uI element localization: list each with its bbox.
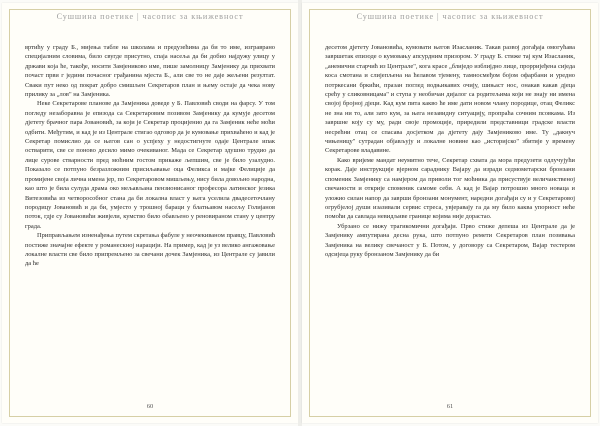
paragraph: вртићу у граду Б., мијења табле на школама и предузећима да би то име, изграврано специјалним словима, било свугде присутно, спаја насеља да би добио најдужу улицу у држави која ће, такође, носити Замјениково име, пише замолницу Замјенику да прихвати почаст први г једини почасног грађанина мјеста Б., али све то не даје жељени резултат. Сваки пут неко од пократ добро смишљен Секретаров план и њему остаје да чека нову прилику за „лов" на Замјеника. bbox=[25, 44, 275, 99]
page-body bbox=[325, 43, 575, 259]
running-head: Сушшина поетике | часопис за књижевност bbox=[56, 12, 244, 21]
right-page bbox=[302, 3, 598, 423]
paragraph: Неке Секретарове планове да Замјеника доведе у Б. Павловић своди на фарсу. У том погледу незаборавна је епизода са Секретаровим позивом Замјенику да кумује десетом дјетету брачног пара Јовановић, за који је Секретар процијенио да га Замјеник неће моћи одбити. Међутим, и кад је из Централе стигао одговор да је кумовање прихваћено и кад је Секретар помислио да се његов сан о успјеху у недостигнуте одаје Централе ипак остварити, све се поново десило мимо очекиваног. Мада се Секретар здушно трудио да лице сурове стварности пред моћним гостом прикаже љепшим, све је било узалудно. Показало се потпуно безразложним присиљавање оца Феликса и мајке Фелиције да промијене своја лична имена јер, по Секретаровом мишљењу, нису била довољно народна, као што је била сулуда драма око мељављана пензионисаног професора латинског језика Витезовића из четворособног стана да би локална власт у њега уселила двадесеточлану породицу Јовановић и да би, умјесто у трошној бараци у блатњавом насељу Голијанов поток, гдје су Јовановићи живјели, кумство било обављено у реновираном стану у центру града. bbox=[25, 100, 275, 230]
page-number: 61 bbox=[446, 403, 454, 410]
running-head: Сушшина поетике | часопис за књижевност bbox=[356, 12, 544, 21]
paragraph: десетом дјетету Јовановића, кумовати његов Изасланик. Такав развој догађаја омогућава завршетак епизоде о кумовању апсурдним призором. У граду Б. стиже тај кум Изасланик, „анемични старчић из Централе", кога красе „блиједо изблијдно лице, прорријеђена сиједа коса смотана и слијепљена на ћелавом тјемену, тамносмеђом бојом офарбани и уредно потркесани бркићи, празан поглед водњикавих очију, шињаст нос, онакав какав дјеца срећу у сликовницама" и ступа у необичан дијалог са родитељима који не знају ни имена својој бројној дјеци. Кад кум пита какво ће име дати новом члану породице, отац Феликс не зна ни то, али зато кум, за њега незавидну ситуацију, пропраћа сочним псовкама. Из завршне коју су му, ради своје промоције, приредили представници градске власти несрећни отац се спасава досјетком да дјетету дају Замјениково име. Ту „дакнуч чињеницу" сутрадан објављују и локалне новине као „историјско" збитије у времену Секретарове владавине. bbox=[325, 44, 575, 155]
paragraph: Приправљањем изненађења путем скретања фабуле у неочекиваном правцу, Павловић постиже значајне ефекте у романескној нарацији. На пример, кад је уз велико ангажовање локалне власти све било припремљено за свечани дочек Замјеника, из Централе су јавили да ће bbox=[25, 232, 275, 268]
paragraph: Убрзано се нижу трагикомични догађаји. Прво стиже депеша из Централе да је Замјенику ампутирана десна рука, што потпуно ремети Секретаров план позивања Замјеника на велику свечаност у Б. Потом, у договору са Секретаром, Вајар тестером одсијеца руку бронзаном Замјенику да би bbox=[325, 222, 575, 258]
paragraph: Како вријеме мандат неумитно тече, Секретар схвата да мора предузети одлучујући корак. Даје инструкције вјерном сараднику Вајару да изради седмометарски бронзани споменик Замјенику са намјером да приволи тог моћника да присуствује величанственој свечаности и открије споменик самоме себи. А кад је Вајар потрошио много новаца и уложио силан напор да заврши бронзани монумент, наредни догађаји су и у Секретаровој огрубјелој души изазивали сервис стреса, увјеравају га да му било каква упорност неће помоћи да савлада невидљиве границе којима није дорастао. bbox=[325, 156, 575, 221]
page-number: 60 bbox=[146, 403, 154, 410]
left-page bbox=[2, 3, 298, 423]
page-body bbox=[25, 43, 275, 269]
